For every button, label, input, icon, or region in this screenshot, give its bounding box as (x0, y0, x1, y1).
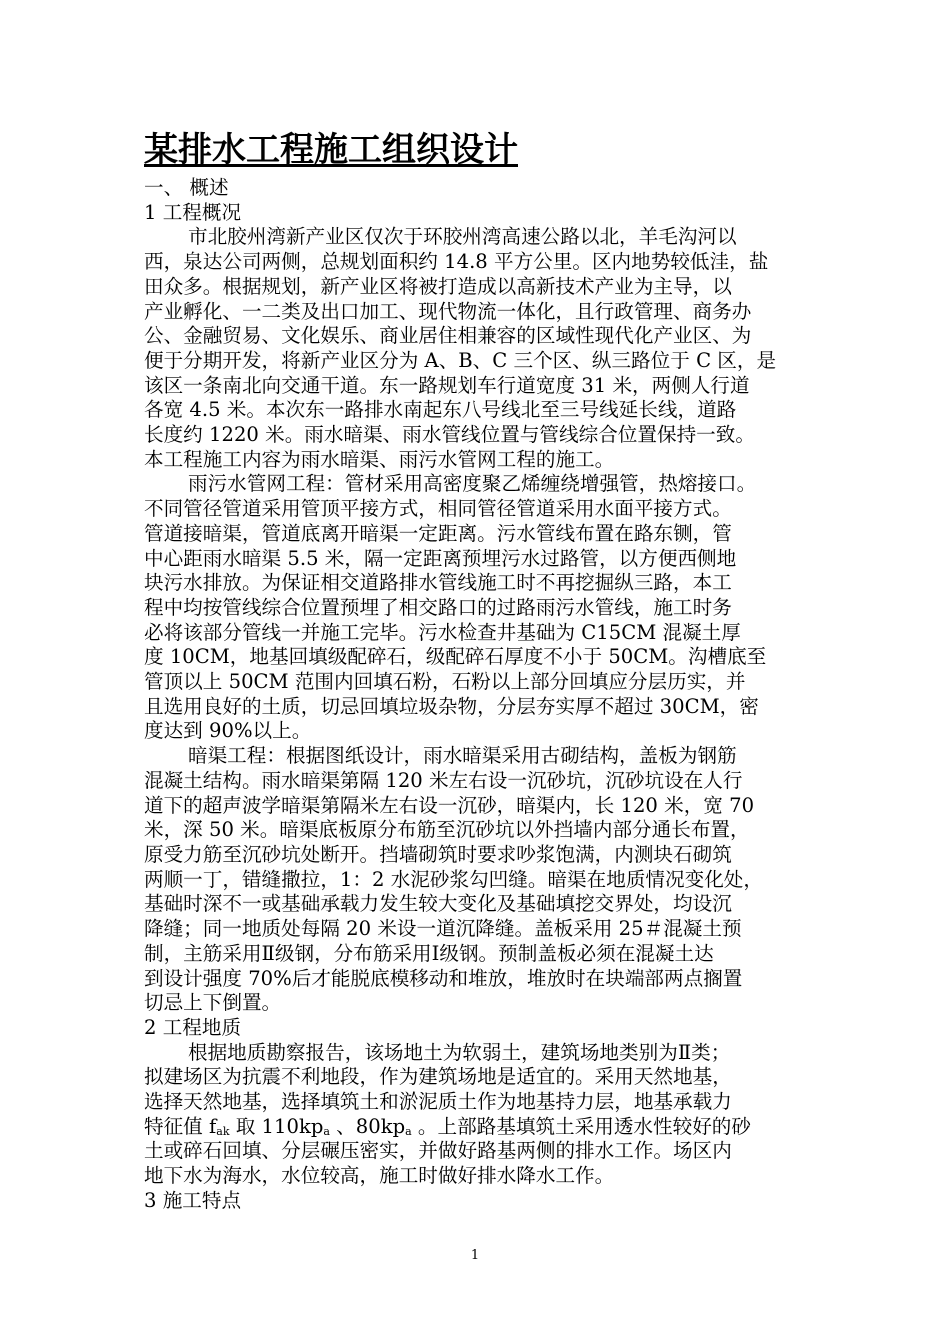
text-line: 选择天然地基，选择填筑土和淤泥质土作为地基持力层，地基承载力 (144, 1090, 732, 1114)
formula-subscript: a (323, 1124, 330, 1138)
text-line: 到设计强度 70%后才能脱底模移动和堆放，堆放时在块端部两点搁置 (144, 966, 743, 990)
text-line: 原受力筋至沉砂坑处断开。挡墙砌筑时要求吵浆饱满，内测块石砌筑 (144, 842, 732, 866)
document-page (144, 128, 814, 1214)
text-line: 基础时深不一或基础承载力发生较大变化及基础填挖交界处，均设沉 (144, 892, 732, 916)
text-line: 米，深 50 米。暗渠底板原分布筋至沉砂坑以外挡墙内部分通长布置， (144, 818, 750, 842)
text-line: 各宽 4.5 米。本次东一路排水南起东八号线北至三号线延长线，道路 (144, 398, 737, 422)
text-line-formula (144, 1115, 814, 1140)
text-line: 便于分期开发，将新产业区分为 A、B、C 三个区、纵三路位于 C 区，是 (144, 348, 777, 372)
text-line: 且选用良好的土质，切忌回填垃圾杂物，分层夯实厚不超过 30CM，密 (144, 694, 759, 718)
formula-text: 特征值 f (144, 1114, 217, 1138)
text-line: 中心距雨水暗渠 5.5 米，隔一定距离预埋污水过路管，以方便西侧地 (144, 546, 737, 570)
formula-text: 。上部路基填筑土采用透水性较好的砂 (411, 1114, 751, 1138)
text-line: 管顶以上 50CM 范围内回填石粉，石粉以上部分回填应分层历实，并 (144, 670, 746, 694)
text-line: 程中均按管线综合位置预埋了相交路口的过路雨污水管线，施工时务 (144, 595, 732, 619)
page-number: 1 (470, 1248, 480, 1263)
text-line: 必将该部分管线一并施工完毕。污水检查井基础为 C15CM 混凝土厚 (144, 620, 741, 644)
paragraph-project-overview (144, 225, 814, 472)
text-line: 管道接暗渠，管道底离开暗渠一定距离。污水管线布置在路东铡，管 (144, 521, 732, 545)
text-line: 长度约 1220 米。雨水暗渠、雨水管线位置与管线综合位置保持一致。 (144, 423, 755, 447)
text-line: 不同管径管道采用管顶平接方式，相同管径管道采用水面平接方式。 (144, 497, 732, 521)
text-line: 拟建场区为抗震不利地段，作为建筑场地是适宜的。采用天然地基， (144, 1065, 732, 1089)
text-line: 本工程施工内容为雨水暗渠、雨污水管网工程的施工。 (144, 447, 615, 471)
text-line: 制，主筋采用Ⅱ级钢，分布筋采用Ⅰ级钢。预制盖板必须在混凝土达 (144, 941, 714, 965)
subsection-heading: 3 施工特点 (144, 1188, 242, 1212)
text-line: 地下水为海水，水位较高，施工时做好排水降水工作。 (144, 1164, 615, 1188)
text-line: 切忌上下倒置。 (144, 991, 282, 1015)
text-line: 该区一条南北向交通干道。东一路规划车行道宽度 31 米，两侧人行道 (144, 373, 750, 397)
text-line: 土或碎石回填、分层碾压密实，并做好路基两侧的排水工作。场区内 (144, 1139, 732, 1163)
section-heading: 一、 概述 (144, 176, 229, 199)
text-line: 雨污水管网工程：管材采用高密度聚乙烯缠绕增强管，热熔接口。 (188, 472, 757, 496)
text-line: 暗渠工程：根据图纸设计，雨水暗渠采用古砌结构，盖板为钢筋 (188, 744, 737, 768)
text-line: 西，泉达公司两侧，总规划面积约 14.8 平方公里。区内地势较低洼，盐 (144, 250, 769, 274)
text-line: 降缝；同一地质处每隔 20 米设一道沉降缝。盖板采用 25＃混凝土预 (144, 917, 742, 941)
text-line: 根据地质勘察报告，该场地土为软弱土，建筑场地类别为Ⅱ类； (188, 1040, 731, 1064)
formula-text: 取 110kp (229, 1114, 324, 1138)
subsection-heading: 1 工程概况 (144, 200, 242, 224)
paragraph-sewer-network (144, 472, 814, 744)
formula-subscript: ak (216, 1124, 230, 1138)
text-line: 产业孵化、一二类及出口加工、现代物流一体化，且行政管理、商务办 (144, 299, 752, 323)
text-line: 度达到 90%以上。 (144, 719, 312, 743)
text-line: 道下的超声波学暗渠第隔米左右设一沉砂，暗渠内，长 120 米，宽 70 (144, 793, 755, 817)
formula-subscript: a (405, 1124, 412, 1138)
text-line: 公、金融贸易、文化娱乐、商业居住相兼容的区域性现代化产业区、为 (144, 324, 752, 348)
paragraph-culvert-works (144, 744, 814, 1016)
document-title: 某排水工程施工组织设计 (144, 130, 518, 170)
formula-text: 、80kp (329, 1114, 406, 1138)
text-line: 田众多。根据规划，新产业区将被打造成以高新技术产业为主导，以 (144, 274, 732, 298)
subsection-heading: 2 工程地质 (144, 1015, 242, 1039)
text-line: 度 10CM，地基回填级配碎石，级配碎石厚度不小于 50CM。沟槽底至 (144, 645, 767, 669)
paragraph-geology (144, 1041, 814, 1189)
text-line: 块污水排放。为保证相交道路排水管线施工时不再挖掘纵三路，本工 (144, 571, 732, 595)
text-line: 混凝土结构。雨水暗渠第隔 120 米左右设一沉砂坑，沉砂坑设在人行 (144, 768, 743, 792)
text-line: 市北胶州湾新产业区仅次于环胶州湾高速公路以北，羊毛沟河以 (188, 225, 737, 249)
text-line: 两顺一丁，错缝撒拉，1：2 水泥砂浆勾凹缝。暗渠在地质情况变化处， (144, 867, 763, 891)
